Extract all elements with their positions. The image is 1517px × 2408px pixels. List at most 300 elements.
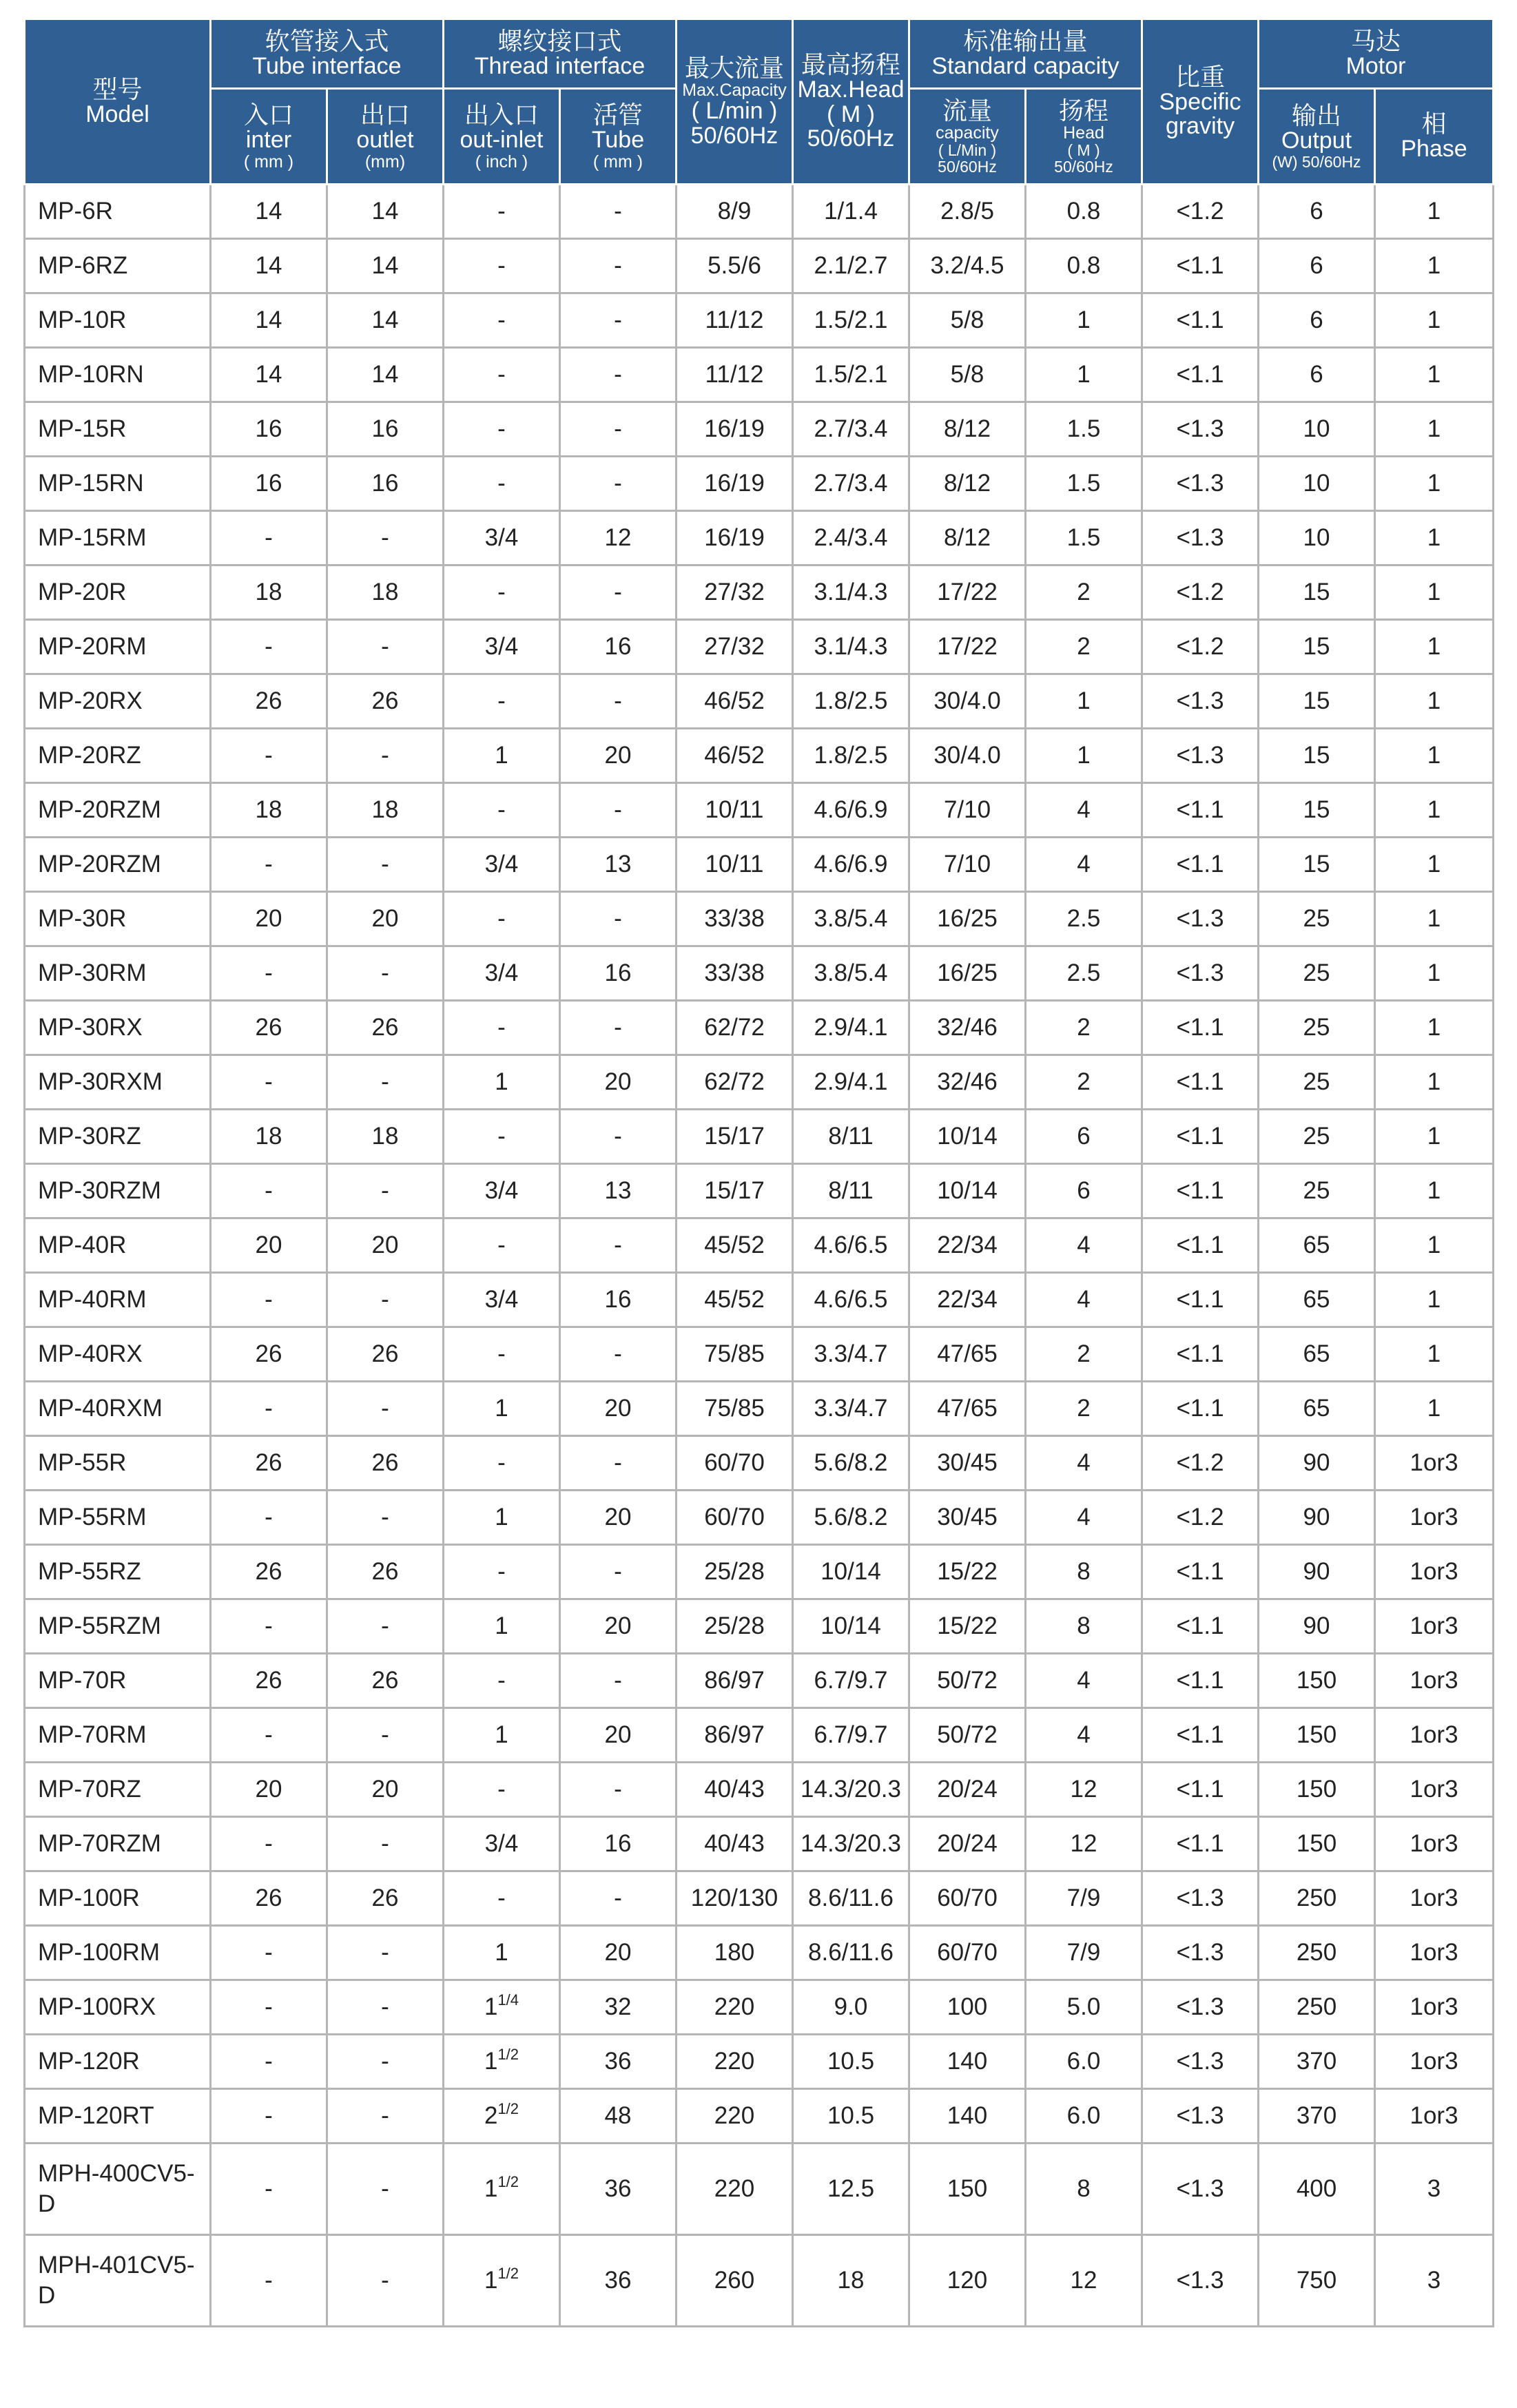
- cell-max-capacity: 40/43: [677, 1763, 793, 1817]
- cell-phase: 1: [1375, 1327, 1494, 1382]
- cell-max-head: 5.6/8.2: [793, 1491, 909, 1545]
- cell-inlet: 16: [211, 457, 327, 511]
- table-row: [25, 293, 1494, 348]
- table-row: [25, 1491, 1494, 1545]
- cell-max-capacity: 5.5/6: [677, 239, 793, 293]
- cell-std-capacity: 140: [909, 2035, 1026, 2089]
- cell-std-head: 4: [1026, 838, 1142, 892]
- cell-std-capacity: 150: [909, 2144, 1026, 2235]
- cell-model: MP-55RM: [25, 1491, 211, 1545]
- cell-specific-gravity: <1.1: [1142, 1218, 1259, 1273]
- cell-output: 750: [1259, 2235, 1375, 2327]
- cell-thread-size: [444, 1980, 560, 2035]
- cell-tube: 20: [560, 729, 677, 783]
- cell-std-capacity: 30/45: [909, 1436, 1026, 1491]
- cell-output: 15: [1259, 838, 1375, 892]
- cell-std-head: 4: [1026, 1708, 1142, 1763]
- cell-outlet: 14: [327, 239, 444, 293]
- cell-output: 150: [1259, 1817, 1375, 1871]
- cell-model: MP-40RX: [25, 1327, 211, 1382]
- cell-tube: 36: [560, 2035, 677, 2089]
- cell-specific-gravity: <1.2: [1142, 1436, 1259, 1491]
- cell-max-head: 3.1/4.3: [793, 565, 909, 620]
- cell-outlet: 14: [327, 348, 444, 402]
- cell-thread-size: -: [444, 674, 560, 729]
- cell-std-head: 1.5: [1026, 511, 1142, 565]
- cell-inlet: 26: [211, 1871, 327, 1926]
- cell-model: MP-15RM: [25, 511, 211, 565]
- cell-std-capacity: 16/25: [909, 946, 1026, 1001]
- cell-phase: 1or3: [1375, 1817, 1494, 1871]
- cell-model: MP-20RZM: [25, 783, 211, 838]
- cell-inlet: -: [211, 2144, 327, 2235]
- cell-max-head: 6.7/9.7: [793, 1654, 909, 1708]
- cell-max-head: 18: [793, 2235, 909, 2327]
- table-row: [25, 783, 1494, 838]
- cell-model: MPH-400CV5-D: [25, 2144, 211, 2235]
- cell-tube: -: [560, 1218, 677, 1273]
- cell-std-capacity: 7/10: [909, 783, 1026, 838]
- cell-std-capacity: 5/8: [909, 348, 1026, 402]
- cell-std-head: 8: [1026, 1545, 1142, 1599]
- cell-model: MP-30RZM: [25, 1164, 211, 1218]
- cell-thread-size: 1: [444, 1926, 560, 1980]
- thread-size-whole: 2: [484, 2102, 498, 2129]
- cell-phase: 1or3: [1375, 1871, 1494, 1926]
- cell-std-head: 7/9: [1026, 1871, 1142, 1926]
- cell-inlet: -: [211, 2089, 327, 2144]
- thread-size-whole: 1: [484, 2175, 498, 2202]
- cell-std-head: 4: [1026, 783, 1142, 838]
- cell-thread-size: 1: [444, 1055, 560, 1110]
- cell-phase: 1: [1375, 348, 1494, 402]
- cell-output: 6: [1259, 185, 1375, 239]
- cell-output: 90: [1259, 1436, 1375, 1491]
- table-row: [25, 674, 1494, 729]
- cell-specific-gravity: <1.3: [1142, 892, 1259, 946]
- cell-model: MP-30R: [25, 892, 211, 946]
- cell-std-capacity: 5/8: [909, 293, 1026, 348]
- cell-tube: -: [560, 1871, 677, 1926]
- table-row: [25, 1545, 1494, 1599]
- cell-phase: 1: [1375, 838, 1494, 892]
- cell-specific-gravity: <1.1: [1142, 1654, 1259, 1708]
- cell-max-head: 9.0: [793, 1980, 909, 2035]
- cell-std-head: 4: [1026, 1654, 1142, 1708]
- cell-model: MP-30RZ: [25, 1110, 211, 1164]
- table-row: [25, 1055, 1494, 1110]
- cell-max-head: 8/11: [793, 1164, 909, 1218]
- cell-thread-size: 3/4: [444, 1164, 560, 1218]
- cell-output: 90: [1259, 1599, 1375, 1654]
- cell-tube: 36: [560, 2144, 677, 2235]
- cell-max-capacity: 62/72: [677, 1001, 793, 1055]
- cell-std-capacity: 47/65: [909, 1327, 1026, 1382]
- table-row: [25, 946, 1494, 1001]
- cell-model: MP-20R: [25, 565, 211, 620]
- cell-outlet: 26: [327, 1871, 444, 1926]
- cell-thread-size: -: [444, 1218, 560, 1273]
- cell-tube: -: [560, 1001, 677, 1055]
- cell-inlet: 26: [211, 674, 327, 729]
- cell-tube: -: [560, 1110, 677, 1164]
- cell-max-head: 3.1/4.3: [793, 620, 909, 674]
- cell-output: 15: [1259, 565, 1375, 620]
- cell-phase: 1: [1375, 620, 1494, 674]
- cell-output: 65: [1259, 1218, 1375, 1273]
- cell-thread-size: 1: [444, 729, 560, 783]
- cell-outlet: -: [327, 1491, 444, 1545]
- cell-model: MP-100RX: [25, 1980, 211, 2035]
- cell-outlet: -: [327, 1055, 444, 1110]
- header-motor: 马达 Motor: [1259, 19, 1494, 89]
- cell-thread-size: -: [444, 1654, 560, 1708]
- cell-std-capacity: 22/34: [909, 1273, 1026, 1327]
- cell-max-capacity: 220: [677, 2144, 793, 2235]
- cell-inlet: 18: [211, 1110, 327, 1164]
- cell-inlet: -: [211, 946, 327, 1001]
- header-max-head: 最高扬程 Max.Head ( M ) 50/60Hz: [793, 19, 909, 185]
- cell-specific-gravity: <1.2: [1142, 565, 1259, 620]
- cell-std-head: 1.5: [1026, 402, 1142, 457]
- cell-max-capacity: 260: [677, 2235, 793, 2327]
- cell-thread-size: 3/4: [444, 946, 560, 1001]
- cell-std-capacity: 3.2/4.5: [909, 239, 1026, 293]
- cell-tube: 12: [560, 511, 677, 565]
- cell-inlet: 16: [211, 402, 327, 457]
- cell-max-capacity: 220: [677, 2035, 793, 2089]
- cell-std-capacity: 140: [909, 2089, 1026, 2144]
- cell-model: MP-10RN: [25, 348, 211, 402]
- cell-max-head: 10/14: [793, 1599, 909, 1654]
- cell-specific-gravity: <1.1: [1142, 1164, 1259, 1218]
- cell-max-capacity: 15/17: [677, 1164, 793, 1218]
- cell-inlet: -: [211, 1382, 327, 1436]
- cell-std-capacity: 16/25: [909, 892, 1026, 946]
- cell-thread-size: 1: [444, 1491, 560, 1545]
- cell-max-head: 14.3/20.3: [793, 1817, 909, 1871]
- cell-max-capacity: 25/28: [677, 1545, 793, 1599]
- cell-specific-gravity: <1.3: [1142, 2035, 1259, 2089]
- cell-model: MP-70RZM: [25, 1817, 211, 1871]
- cell-outlet: 26: [327, 674, 444, 729]
- cell-std-head: 2: [1026, 1001, 1142, 1055]
- cell-std-capacity: 17/22: [909, 620, 1026, 674]
- cell-max-capacity: 10/11: [677, 838, 793, 892]
- cell-std-head: 4: [1026, 1491, 1142, 1545]
- cell-outlet: -: [327, 2089, 444, 2144]
- cell-output: 10: [1259, 511, 1375, 565]
- cell-outlet: -: [327, 1708, 444, 1763]
- header-phase: 相 Phase: [1375, 89, 1494, 185]
- cell-outlet: -: [327, 1273, 444, 1327]
- cell-phase: 1: [1375, 1164, 1494, 1218]
- cell-specific-gravity: <1.1: [1142, 1708, 1259, 1763]
- cell-outlet: -: [327, 838, 444, 892]
- cell-tube: -: [560, 1545, 677, 1599]
- table-row: [25, 1382, 1494, 1436]
- cell-tube: 36: [560, 2235, 677, 2327]
- cell-max-capacity: 10/11: [677, 783, 793, 838]
- cell-specific-gravity: <1.3: [1142, 729, 1259, 783]
- table-row: [25, 620, 1494, 674]
- cell-outlet: -: [327, 1599, 444, 1654]
- cell-outlet: 20: [327, 892, 444, 946]
- cell-thread-size: -: [444, 293, 560, 348]
- cell-outlet: -: [327, 1164, 444, 1218]
- cell-specific-gravity: <1.3: [1142, 2144, 1259, 2235]
- cell-outlet: -: [327, 511, 444, 565]
- cell-model: MP-6R: [25, 185, 211, 239]
- cell-phase: 1or3: [1375, 2035, 1494, 2089]
- cell-inlet: 26: [211, 1327, 327, 1382]
- header-outlet: 出口 outlet (mm): [327, 89, 444, 185]
- cell-outlet: -: [327, 620, 444, 674]
- cell-phase: 1: [1375, 402, 1494, 457]
- cell-tube: 13: [560, 1164, 677, 1218]
- cell-std-head: 0.8: [1026, 239, 1142, 293]
- cell-output: 65: [1259, 1382, 1375, 1436]
- cell-thread-size: -: [444, 185, 560, 239]
- cell-specific-gravity: <1.1: [1142, 1110, 1259, 1164]
- cell-max-capacity: 180: [677, 1926, 793, 1980]
- cell-max-capacity: 11/12: [677, 348, 793, 402]
- cell-inlet: -: [211, 838, 327, 892]
- cell-max-head: 10/14: [793, 1545, 909, 1599]
- cell-std-capacity: 50/72: [909, 1654, 1026, 1708]
- cell-std-capacity: 15/22: [909, 1545, 1026, 1599]
- cell-std-capacity: 20/24: [909, 1763, 1026, 1817]
- cell-max-head: 6.7/9.7: [793, 1708, 909, 1763]
- cell-max-head: 1.5/2.1: [793, 293, 909, 348]
- cell-model: MP-70RM: [25, 1708, 211, 1763]
- cell-outlet: -: [327, 2035, 444, 2089]
- cell-thread-size: [444, 2089, 560, 2144]
- cell-max-head: 8/11: [793, 1110, 909, 1164]
- cell-max-head: 4.6/6.5: [793, 1218, 909, 1273]
- cell-tube: -: [560, 1436, 677, 1491]
- cell-std-capacity: 8/12: [909, 511, 1026, 565]
- cell-model: MP-100RM: [25, 1926, 211, 1980]
- cell-inlet: -: [211, 729, 327, 783]
- header-std-flow: 流量 capacity ( L/Min ) 50/60Hz: [909, 89, 1026, 185]
- cell-specific-gravity: <1.3: [1142, 1871, 1259, 1926]
- cell-thread-size: -: [444, 1545, 560, 1599]
- cell-specific-gravity: <1.1: [1142, 1001, 1259, 1055]
- cell-outlet: 18: [327, 1110, 444, 1164]
- cell-inlet: 20: [211, 1218, 327, 1273]
- cell-inlet: -: [211, 1164, 327, 1218]
- cell-outlet: -: [327, 946, 444, 1001]
- cell-outlet: 26: [327, 1654, 444, 1708]
- cell-max-head: 1.8/2.5: [793, 674, 909, 729]
- cell-max-capacity: 15/17: [677, 1110, 793, 1164]
- cell-max-capacity: 27/32: [677, 620, 793, 674]
- cell-outlet: -: [327, 729, 444, 783]
- cell-output: 150: [1259, 1708, 1375, 1763]
- cell-model: MP-100R: [25, 1871, 211, 1926]
- cell-phase: 1or3: [1375, 1436, 1494, 1491]
- header-thread-interface: 螺纹接口式 Thread interface: [444, 19, 677, 89]
- cell-inlet: -: [211, 1273, 327, 1327]
- cell-max-head: 14.3/20.3: [793, 1763, 909, 1817]
- table-row: [25, 348, 1494, 402]
- cell-model: MP-40RXM: [25, 1382, 211, 1436]
- cell-max-head: 3.3/4.7: [793, 1327, 909, 1382]
- cell-max-capacity: 120/130: [677, 1871, 793, 1926]
- cell-specific-gravity: <1.3: [1142, 1980, 1259, 2035]
- table-row: [25, 1980, 1494, 2035]
- cell-std-capacity: 10/14: [909, 1164, 1026, 1218]
- cell-phase: 1or3: [1375, 1545, 1494, 1599]
- cell-max-head: 2.7/3.4: [793, 457, 909, 511]
- header-std-head: 扬程 Head ( M ) 50/60Hz: [1026, 89, 1142, 185]
- cell-specific-gravity: <1.2: [1142, 185, 1259, 239]
- cell-max-head: 3.3/4.7: [793, 1382, 909, 1436]
- cell-specific-gravity: <1.1: [1142, 239, 1259, 293]
- cell-specific-gravity: <1.1: [1142, 1545, 1259, 1599]
- cell-tube: 20: [560, 1382, 677, 1436]
- cell-std-capacity: 32/46: [909, 1055, 1026, 1110]
- table-row: [25, 239, 1494, 293]
- cell-max-capacity: 8/9: [677, 185, 793, 239]
- header-output: 输出 Output (W) 50/60Hz: [1259, 89, 1375, 185]
- table-row: [25, 1273, 1494, 1327]
- cell-tube: -: [560, 402, 677, 457]
- cell-std-capacity: 120: [909, 2235, 1026, 2327]
- cell-specific-gravity: <1.1: [1142, 838, 1259, 892]
- cell-thread-size: [444, 2035, 560, 2089]
- cell-output: 65: [1259, 1273, 1375, 1327]
- cell-tube: 48: [560, 2089, 677, 2144]
- table-row: [25, 838, 1494, 892]
- cell-max-capacity: 16/19: [677, 402, 793, 457]
- cell-model: MP-20RZM: [25, 838, 211, 892]
- cell-specific-gravity: <1.1: [1142, 293, 1259, 348]
- cell-tube: 16: [560, 1273, 677, 1327]
- cell-tube: -: [560, 1763, 677, 1817]
- cell-tube: -: [560, 674, 677, 729]
- cell-thread-size: -: [444, 239, 560, 293]
- cell-output: 25: [1259, 892, 1375, 946]
- cell-output: 6: [1259, 348, 1375, 402]
- cell-std-capacity: 8/12: [909, 457, 1026, 511]
- cell-phase: 1: [1375, 511, 1494, 565]
- cell-std-head: 7/9: [1026, 1926, 1142, 1980]
- cell-std-head: 8: [1026, 1599, 1142, 1654]
- cell-phase: 1or3: [1375, 1980, 1494, 2035]
- cell-max-capacity: 16/19: [677, 457, 793, 511]
- cell-outlet: 18: [327, 783, 444, 838]
- thread-size-fraction: 1/2: [497, 2046, 519, 2063]
- cell-output: 150: [1259, 1763, 1375, 1817]
- cell-max-capacity: 75/85: [677, 1327, 793, 1382]
- cell-phase: 1: [1375, 1382, 1494, 1436]
- cell-std-head: 2: [1026, 565, 1142, 620]
- cell-std-head: 12: [1026, 1763, 1142, 1817]
- cell-outlet: -: [327, 2235, 444, 2327]
- table-row: [25, 2089, 1494, 2144]
- cell-std-head: 12: [1026, 2235, 1142, 2327]
- cell-output: 15: [1259, 674, 1375, 729]
- cell-inlet: 26: [211, 1436, 327, 1491]
- cell-model: MP-20RX: [25, 674, 211, 729]
- cell-outlet: 20: [327, 1763, 444, 1817]
- cell-output: 10: [1259, 402, 1375, 457]
- cell-output: 250: [1259, 1926, 1375, 1980]
- cell-outlet: -: [327, 1980, 444, 2035]
- cell-thread-size: [444, 2235, 560, 2327]
- cell-tube: -: [560, 239, 677, 293]
- cell-thread-size: -: [444, 1871, 560, 1926]
- table-row: [25, 1926, 1494, 1980]
- cell-model: MP-40R: [25, 1218, 211, 1273]
- cell-std-capacity: 22/34: [909, 1218, 1026, 1273]
- cell-max-head: 8.6/11.6: [793, 1926, 909, 1980]
- cell-tube: -: [560, 1654, 677, 1708]
- cell-max-head: 5.6/8.2: [793, 1436, 909, 1491]
- header-model: 型号 Model: [25, 19, 211, 185]
- cell-std-head: 1: [1026, 729, 1142, 783]
- header-inlet: 入口 inter ( mm ): [211, 89, 327, 185]
- cell-model: MP-55R: [25, 1436, 211, 1491]
- cell-std-capacity: 60/70: [909, 1926, 1026, 1980]
- cell-max-head: 10.5: [793, 2089, 909, 2144]
- cell-thread-size: -: [444, 892, 560, 946]
- table-body: [25, 185, 1494, 2327]
- cell-model: MP-15R: [25, 402, 211, 457]
- cell-tube: -: [560, 293, 677, 348]
- cell-specific-gravity: <1.1: [1142, 1763, 1259, 1817]
- thread-size-whole: 1: [484, 1993, 498, 2020]
- cell-outlet: 14: [327, 185, 444, 239]
- cell-specific-gravity: <1.1: [1142, 1055, 1259, 1110]
- cell-max-head: 1.5/2.1: [793, 348, 909, 402]
- cell-max-head: 1/1.4: [793, 185, 909, 239]
- cell-max-capacity: 62/72: [677, 1055, 793, 1110]
- header-max-capacity: 最大流量 Max.Capacity ( L/min ) 50/60Hz: [677, 19, 793, 185]
- cell-tube: -: [560, 565, 677, 620]
- thread-size-fraction: 1/2: [497, 2100, 519, 2117]
- cell-max-head: 4.6/6.9: [793, 838, 909, 892]
- cell-outlet: -: [327, 1926, 444, 1980]
- cell-std-capacity: 7/10: [909, 838, 1026, 892]
- cell-thread-size: -: [444, 1763, 560, 1817]
- cell-output: 25: [1259, 1055, 1375, 1110]
- cell-std-capacity: 20/24: [909, 1817, 1026, 1871]
- cell-thread-size: -: [444, 1327, 560, 1382]
- cell-outlet: 18: [327, 565, 444, 620]
- cell-specific-gravity: <1.3: [1142, 1926, 1259, 1980]
- cell-output: 10: [1259, 457, 1375, 511]
- table-row: [25, 1817, 1494, 1871]
- cell-max-capacity: 45/52: [677, 1218, 793, 1273]
- cell-std-head: 8: [1026, 2144, 1142, 2235]
- cell-output: 6: [1259, 239, 1375, 293]
- cell-thread-size: -: [444, 1110, 560, 1164]
- table-row: [25, 1110, 1494, 1164]
- cell-std-head: 2: [1026, 1055, 1142, 1110]
- cell-max-capacity: 86/97: [677, 1708, 793, 1763]
- cell-thread-size: 1: [444, 1382, 560, 1436]
- cell-model: MP-120R: [25, 2035, 211, 2089]
- cell-tube: 16: [560, 1817, 677, 1871]
- cell-max-head: 3.8/5.4: [793, 946, 909, 1001]
- cell-inlet: 20: [211, 892, 327, 946]
- cell-tube: 20: [560, 1926, 677, 1980]
- cell-max-head: 2.9/4.1: [793, 1055, 909, 1110]
- cell-std-capacity: 30/45: [909, 1491, 1026, 1545]
